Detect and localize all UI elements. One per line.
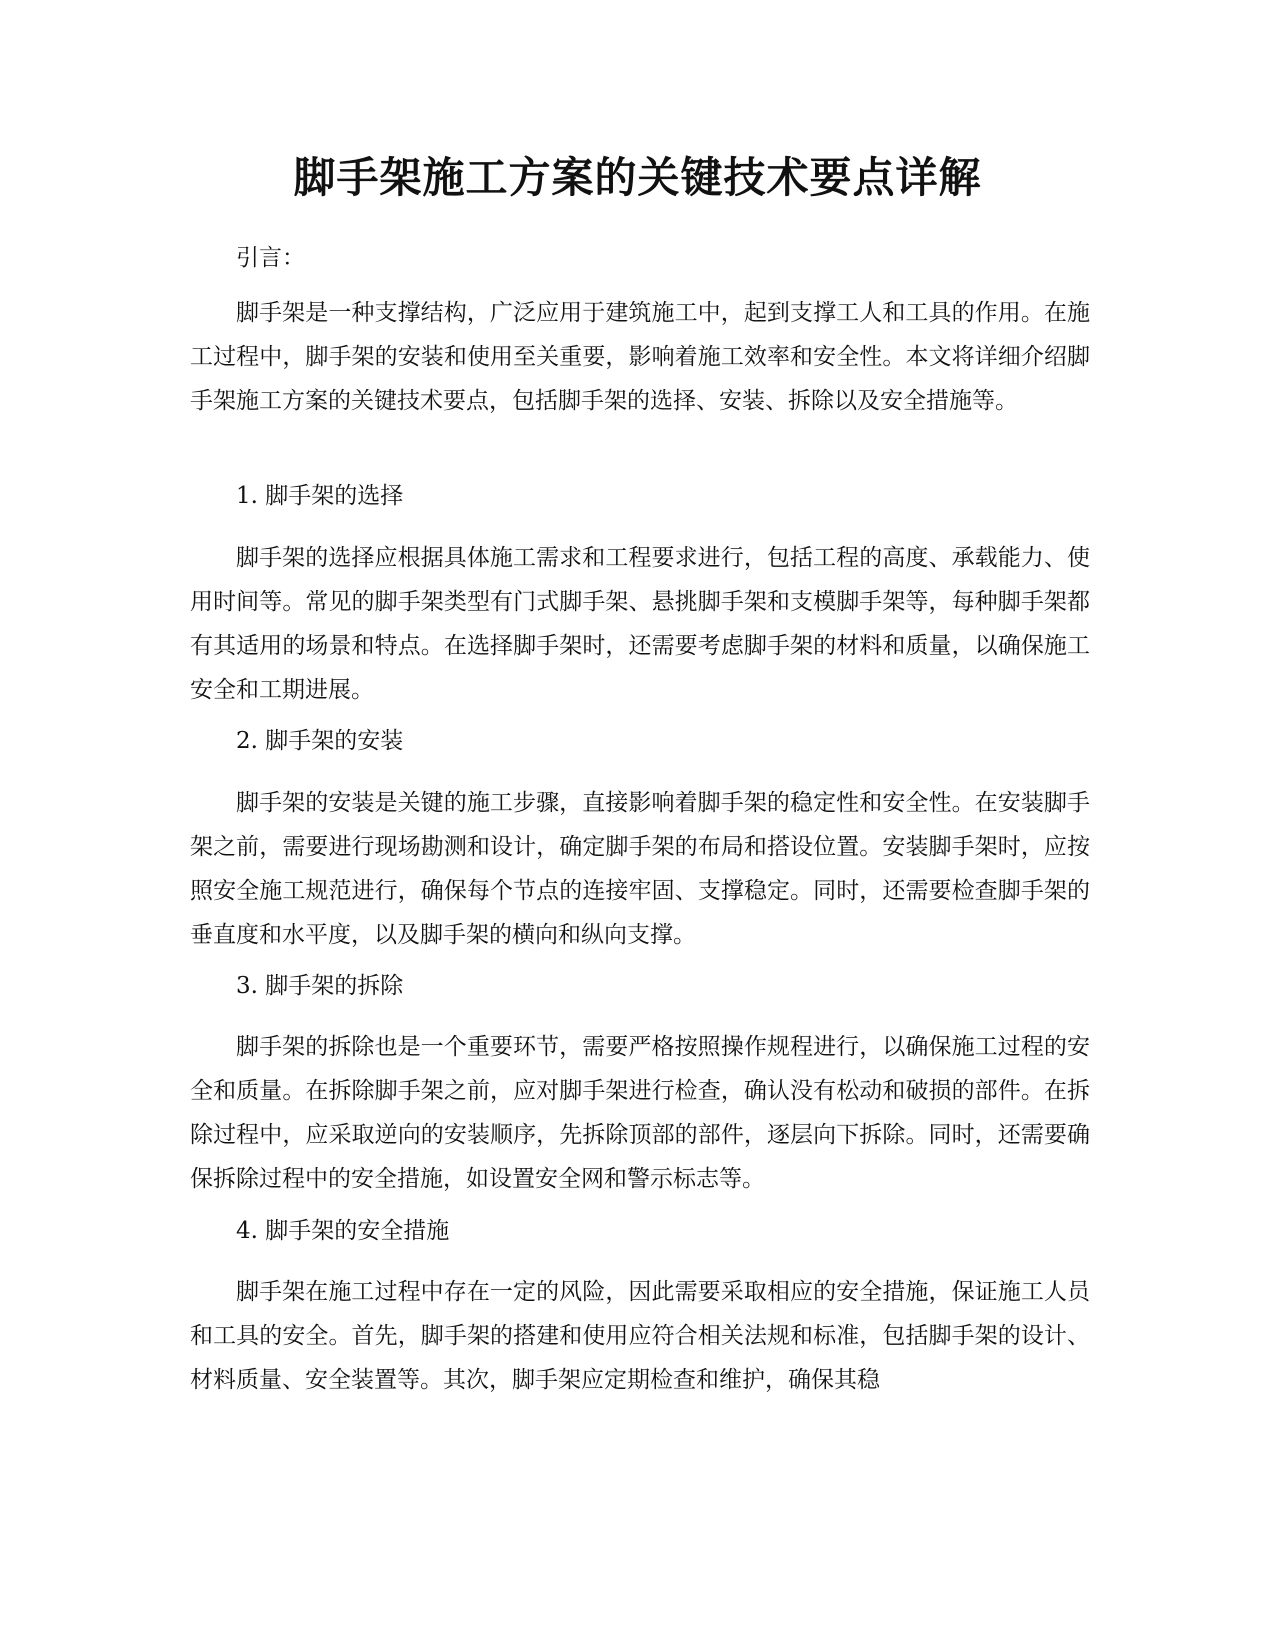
section-3-heading: 3. 脚手架的拆除	[236, 973, 404, 999]
section-4-heading: 4. 脚手架的安全措施	[236, 1218, 450, 1244]
document-title: 脚手架施工方案的关键技术要点详解	[293, 153, 982, 202]
section-1-heading: 1. 脚手架的选择	[236, 483, 404, 509]
intro-paragraph: 脚手架是一种支撑结构，广泛应用于建筑施工中，起到支撑工人和工具的作用。在施工过程中，脚手架的安装和使用至关重要，影响着施工效率和安全性。本文将详细介绍脚手架施工方案的关键技术要点，包括脚手架的选择、安装、拆除以及安全措施等。	[190, 300, 1090, 414]
section-1-paragraph: 脚手架的选择应根据具体施工需求和工程要求进行，包括工程的高度、承载能力、使用时间等。常见的脚手架类型有门式脚手架、悬挑脚手架和支模脚手架等，每种脚手架都有其适用的场景和特点。在选择脚手架时，还需要考虑脚手架的材料和质量，以确保施工安全和工期进展。	[190, 545, 1090, 703]
section-2-paragraph: 脚手架的安装是关键的施工步骤，直接影响着脚手架的稳定性和安全性。在安装脚手架之前，需要进行现场勘测和设计，确定脚手架的布局和搭设位置。安装脚手架时，应按照安全施工规范进行，确保每个节点的连接牢固、支撑稳定。同时，还需要检查脚手架的垂直度和水平度，以及脚手架的横向和纵向支撑。	[190, 790, 1090, 948]
section-4-paragraph: 脚手架在施工过程中存在一定的风险，因此需要采取相应的安全措施，保证施工人员和工具的安全。首先，脚手架的搭建和使用应符合相关法规和标准，包括脚手架的设计、材料质量、安全装置等。其次，脚手架应定期检查和维护，确保其稳	[190, 1279, 1090, 1393]
section-2-heading: 2. 脚手架的安装	[236, 728, 404, 754]
intro-label: 引言：	[236, 245, 305, 271]
section-3-paragraph: 脚手架的拆除也是一个重要环节，需要严格按照操作规程进行，以确保施工过程的安全和质量。在拆除脚手架之前，应对脚手架进行检查，确认没有松动和破损的部件。在拆除过程中，应采取逆向的安装顺序，先拆除顶部的部件，逐层向下拆除。同时，还需要确保拆除过程中的安全措施，如设置安全网和警示标志等。	[190, 1034, 1090, 1192]
